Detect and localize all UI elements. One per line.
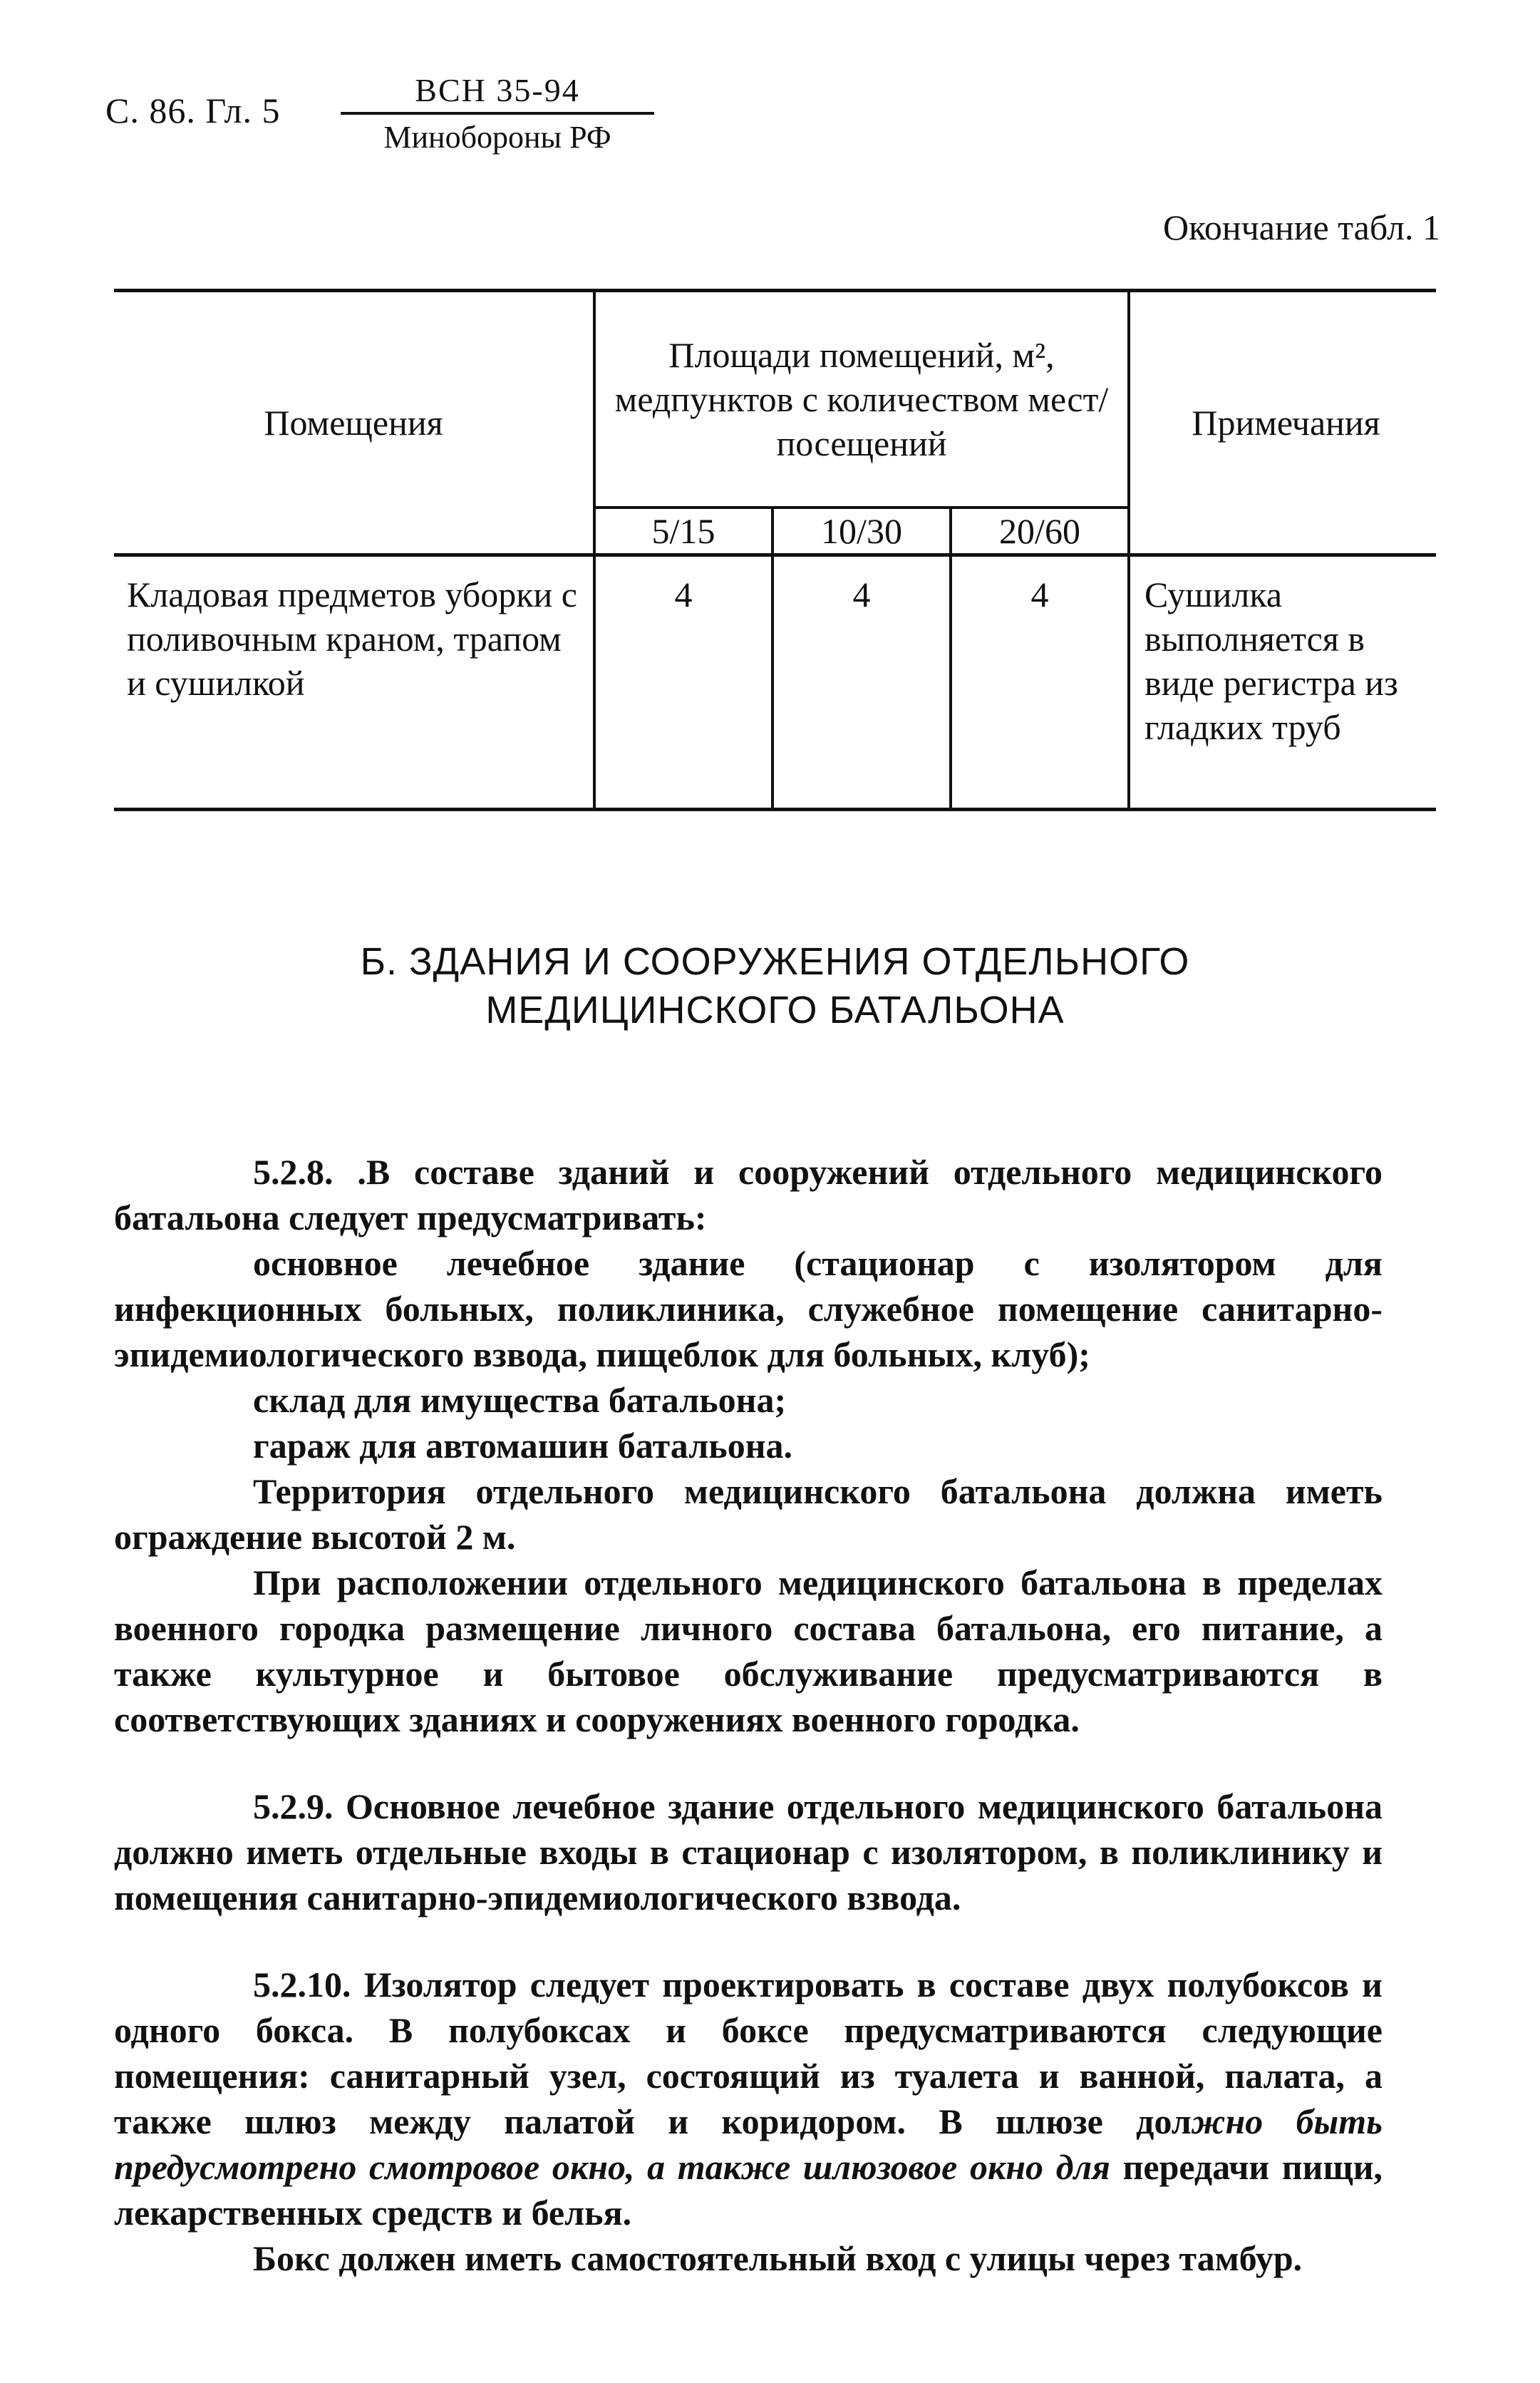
document-code: ВСН 35-94 bbox=[341, 71, 654, 115]
paragraph-5-2-10-start: 5.2.10. Изолятор следует проектировать в составе двух полубоксов и одного бокса. В полубоксах и боксе предусматриваются следующие помещения: санитарный узел, состоящий из туалета и ванной, палата, а также шлюз между палатой и коридором. В шлюзе дол bbox=[114, 1965, 1383, 2141]
paragraph-5-2-8-fence: Территория отдельного медицинского батальона должна иметь ограждение высотой 2 м. bbox=[114, 1471, 1383, 1557]
paragraph-5-2-10-box: Бокс должен иметь самостоятельный вход с улицы через тамбур. bbox=[253, 2238, 1303, 2278]
section-heading-line-1: Б. ЗДАНИЯ И СООРУЖЕНИЯ ОТДЕЛЬНОГО bbox=[360, 940, 1190, 983]
paragraph-5-2-10-italic: жно быть предусмотрено смотровое окно, а также шлюзовое окно для bbox=[114, 2101, 1383, 2187]
section-heading bbox=[114, 937, 1436, 1034]
table-caption: Окончание табл. 1 bbox=[1163, 207, 1440, 247]
body-text bbox=[114, 1149, 1383, 2281]
section-heading-line-2: МЕДИЦИНСКОГО БАТАЛЬОНА bbox=[485, 989, 1065, 1031]
page-header bbox=[105, 71, 647, 164]
subheader-10-30: 10/30 bbox=[772, 508, 951, 555]
header-notes: Примечания bbox=[1129, 291, 1436, 555]
cell-area-5-15: 4 bbox=[594, 555, 772, 810]
paragraph-5-2-8-item-3: гараж для автомашин батальона. bbox=[253, 1426, 793, 1466]
cell-area-20-60: 4 bbox=[951, 555, 1129, 810]
page-reference: С. 86. Гл. 5 bbox=[105, 91, 281, 130]
paragraph-5-2-8-item-2: склад для имущества батальона; bbox=[253, 1380, 787, 1420]
paragraph-5-2-9: 5.2.9. Основное лечебное здание отдельного медицинского батальона должно иметь отдельные входы в стационар с изолятором, в поликлинику и помещения санитарно-эпидемиологического взвода. bbox=[114, 1786, 1383, 1918]
room-area-table bbox=[114, 289, 1436, 811]
header-rooms: Помещения bbox=[264, 403, 443, 443]
paragraph-5-2-10 bbox=[114, 1962, 1383, 2235]
subheader-5-15: 5/15 bbox=[594, 508, 772, 555]
table-header-row bbox=[114, 291, 1436, 508]
document-organization: Минобороны РФ bbox=[383, 120, 611, 155]
cell-area-10-30: 4 bbox=[772, 555, 951, 810]
cell-room: Кладовая предметов уборки с поливочным краном, трапом и сушилкой bbox=[127, 575, 577, 703]
table-row bbox=[114, 555, 1436, 810]
subheader-20-60: 20/60 bbox=[951, 508, 1129, 555]
paragraph-5-2-8-location: При расположении отдельного медицинского батальона в пределах военного городка размещение личного состава батальона, его питание, а также культурное и бытовое обслуживание предусматриваются в соответствующих зданиях и сооружениях военного городка. bbox=[114, 1563, 1383, 1739]
header-areas: Площади помещений, м², медпунктов с количеством мест/посещений bbox=[594, 291, 1129, 508]
paragraph-5-2-8: 5.2.8. .В составе зданий и сооружений отдельного медицинского батальона следует предусматривать: bbox=[114, 1152, 1383, 1237]
document-designation bbox=[341, 71, 654, 155]
cell-note: Сушилка выполняется в виде регистра из гладких труб bbox=[1129, 555, 1436, 810]
paragraph-5-2-8-item-1: основное лечебное здание (стационар с изолятором для инфекционных больных, поликлиника, служебное помещение санитарно-эпидемиологического взвода, пищеблок для больных, клуб); bbox=[114, 1243, 1383, 1374]
paragraph-5-2-10-end: передачи пищи, лекарственных средств и белья. bbox=[114, 2147, 1383, 2233]
